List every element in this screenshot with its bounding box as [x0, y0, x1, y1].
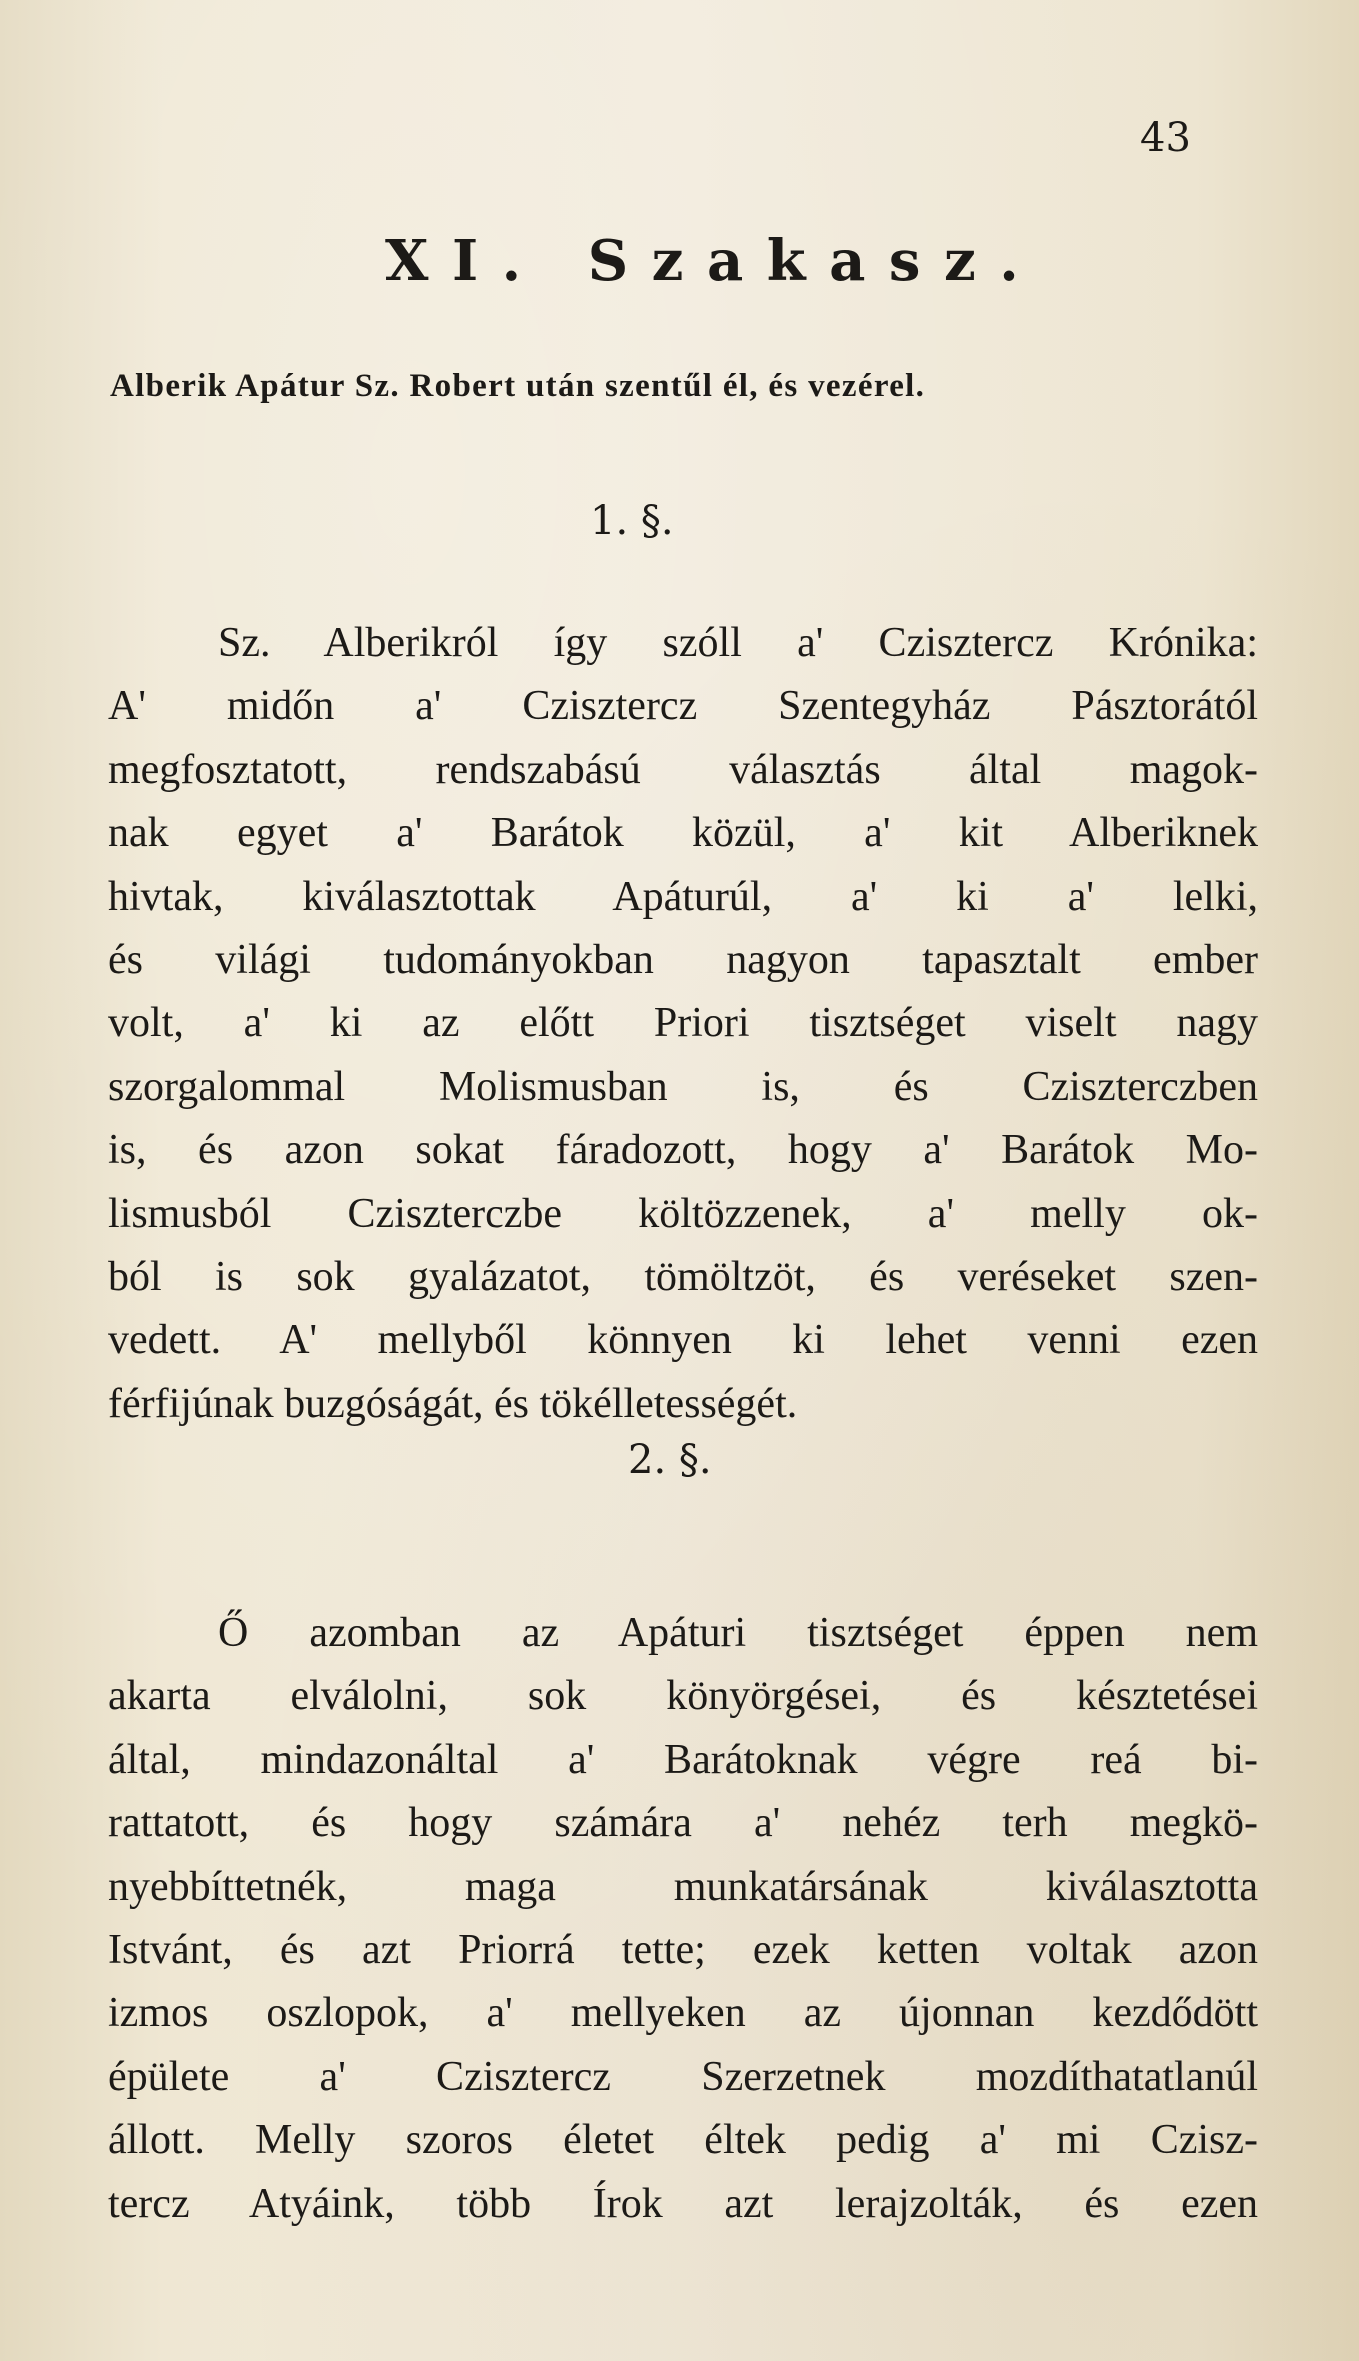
text-line: Ő azomban az Apáturi tisztséget éppen nem — [218, 1610, 1258, 1656]
text-line: is, és azon sokat fáradozott, hogy a' Barátok Mo- — [108, 1127, 1258, 1174]
paragraph-2 — [108, 1602, 1258, 2236]
chapter-title: XI. Szakasz. — [385, 228, 1043, 294]
section-mark-1: 1. §. — [590, 498, 674, 544]
text-line: nyebbíttetnék, maga munkatársának kiválasztotta — [108, 1863, 1258, 1910]
text-line: megfosztatott, rendszabású választás által magok- — [108, 746, 1258, 793]
text-line: volt, a' ki az előtt Priori tisztséget viselt nagy — [108, 1000, 1258, 1047]
text-line: épülete a' Czisztercz Szerzetnek mozdíthatatlanúl — [108, 2053, 1258, 2100]
text-line: férfijúnak buzgóságát, és tökélletességét. — [108, 1380, 798, 1427]
text-line: tercz Atyáink, több Írok azt lerajzolták, és ezen — [108, 2180, 1258, 2227]
section-mark-2: 2. §. — [628, 1437, 712, 1483]
text-line: Sz. Alberikról így szóll a' Czisztercz Krónika: — [218, 620, 1258, 666]
paragraph-1 — [108, 612, 1258, 1436]
text-line: akarta elválolni, sok könyörgései, és késztetései — [108, 1673, 1258, 1720]
text-line: lismusból Cziszterczbe költözzenek, a' melly ok- — [108, 1190, 1258, 1237]
text-line: nak egyet a' Barátok közül, a' kit Alberiknek — [108, 810, 1258, 857]
text-line: által, mindazonáltal a' Barátoknak végre reá bi- — [108, 1736, 1258, 1783]
text-line: vedett. A' mellyből könnyen ki lehet venni ezen — [108, 1317, 1258, 1364]
text-line: Istvánt, és azt Priorrá tette; ezek ketten voltak azon — [108, 1926, 1258, 1973]
text-line: rattatott, és hogy számára a' nehéz terh megkö- — [108, 1800, 1258, 1847]
text-line: hivtak, kiválasztottak Apáturúl, a' ki a' lelki, — [108, 873, 1258, 920]
text-line: izmos oszlopok, a' mellyeken az újonnan kezdődött — [108, 1990, 1258, 2037]
page-number: 43 — [1140, 115, 1191, 161]
text-line: állott. Melly szoros életet éltek pedig a' mi Czisz- — [108, 2117, 1258, 2164]
text-line: szorgalommal Molismusban is, és Cziszterczben — [108, 1063, 1258, 1110]
text-line: A' midőn a' Czisztercz Szentegyház Pásztorától — [108, 683, 1258, 730]
chapter-subtitle: Alberik Apátur Sz. Robert után szentűl él, és vezérel. — [110, 368, 926, 404]
text-line: ból is sok gyalázatot, tömöltzöt, és veréseket szen- — [108, 1253, 1258, 1300]
text-line: és világi tudományokban nagyon tapasztalt ember — [108, 936, 1258, 983]
